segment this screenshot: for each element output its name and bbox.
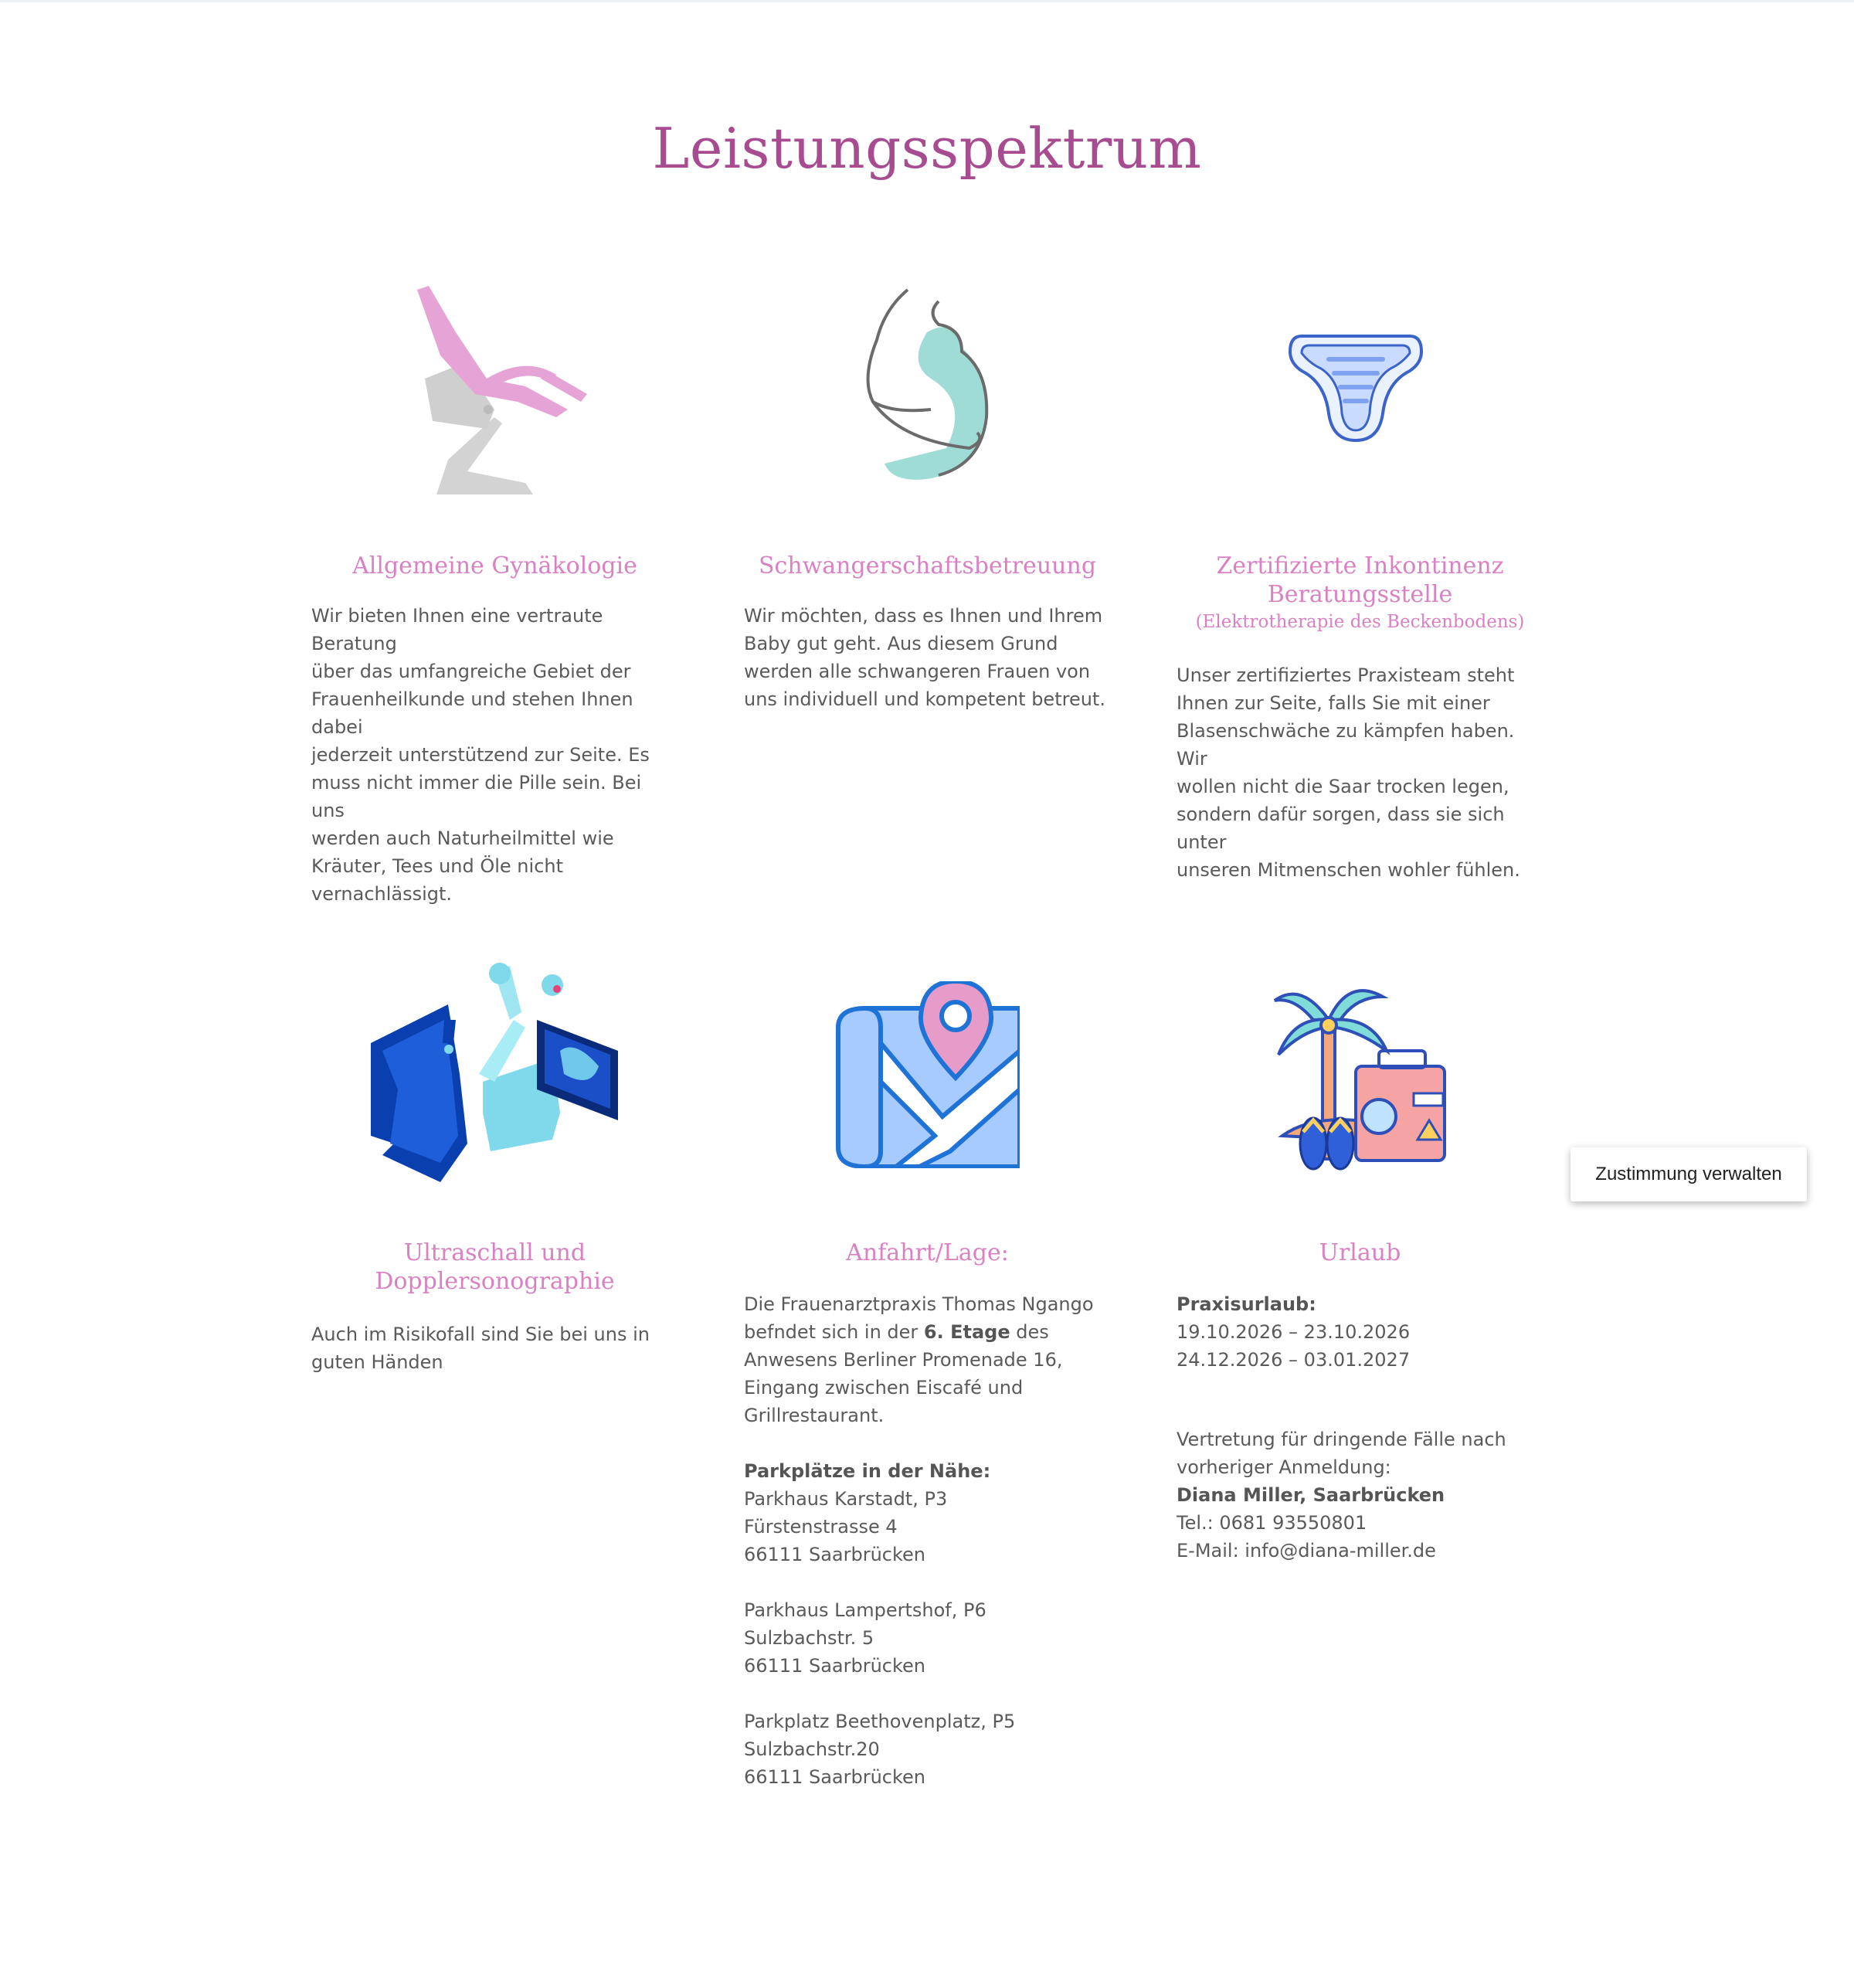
pregnancy-icon bbox=[854, 286, 1000, 487]
holiday-period: 24.12.2026 – 03.01.2027 bbox=[1177, 1349, 1411, 1371]
card-title: Schwangerschaftsbetreuung bbox=[758, 552, 1097, 579]
card-text: Wir möchten, dass es Ihnen und Ihrem Baby gut geht. Aus diesem Grund werden alle schwangeren Frauen von uns individuell und kompetent betreut. bbox=[744, 605, 1105, 710]
card-text: Praxisurlaub: 19.10.2026 – 23.10.2026 24.12.2026 – 03.01.2027 Vertretung für dringende Fälle nach vorheriger Anmeldung: Diana Miller, Saarbrücken Tel.: 0681 93550801 E-Mail: info@diana-miller.de bbox=[1177, 1290, 1543, 1565]
card-title: Allgemeine Gynäkologie bbox=[352, 552, 637, 579]
gynecology-chair-icon bbox=[402, 286, 595, 494]
holiday-period: 19.10.2026 – 23.10.2026 bbox=[1177, 1321, 1411, 1343]
card-text: Auch im Risikofall sind Sie bei uns in guten Händen bbox=[311, 1324, 650, 1373]
service-card-incontinence bbox=[1177, 552, 1543, 884]
card-title-line-2: Beratungsstelle bbox=[1267, 581, 1453, 608]
card-title: Anfahrt/Lage: bbox=[846, 1239, 1009, 1266]
service-card-pregnancy bbox=[744, 552, 1111, 713]
service-card-vacation bbox=[1177, 1239, 1543, 1565]
parking-heading: Parkplätze in der Nähe: bbox=[744, 1460, 991, 1482]
ultrasound-machine-icon bbox=[367, 958, 622, 1190]
map-location-icon bbox=[834, 981, 1020, 1168]
card-title-line-1: Ultraschall und bbox=[403, 1239, 586, 1266]
page-title: Leistungsspektrum bbox=[652, 116, 1202, 181]
card-subtitle: (Elektrotherapie des Beckenbodens) bbox=[1195, 612, 1525, 632]
substitute-phone: Tel.: 0681 93550801 bbox=[1177, 1512, 1367, 1534]
service-card-ultrasound bbox=[311, 1239, 678, 1376]
card-title-line-2: Dopplersonographie bbox=[375, 1268, 615, 1295]
incontinence-pad-icon bbox=[1286, 328, 1425, 444]
holiday-heading: Praxisurlaub: bbox=[1177, 1293, 1316, 1315]
card-text: Die Frauenarztpraxis Thomas Ngango befndet sich in der 6. Etage des Anwesens Berliner Promenade 16, Eingang zwischen Eiscafé und Grillrestaurant. Parkplätze in der Nähe: Parkhaus Karstadt, P3 Fürstenstrasse 4 66111 Saarbrücken Parkhaus Lampertshof, P6 Sulzbachstr. 5 66111 Saarbrücken Parkplatz Beethovenplatz, P5 Sulzbachstr.20 66111 Saarbrücken bbox=[744, 1290, 1111, 1791]
service-card-directions bbox=[744, 1239, 1111, 1791]
service-card-gynecology bbox=[311, 552, 678, 908]
substitute-email: E-Mail: info@diana-miller.de bbox=[1177, 1540, 1436, 1562]
top-border bbox=[0, 0, 1854, 2]
card-title-line-1: Zertifizierte Inkontinenz bbox=[1216, 552, 1504, 579]
card-title: Urlaub bbox=[1319, 1239, 1401, 1266]
manage-consent-button[interactable]: Zustimmung verwalten bbox=[1570, 1147, 1807, 1201]
vacation-icon bbox=[1271, 977, 1448, 1171]
substitute-name: Diana Miller, Saarbrücken bbox=[1177, 1484, 1445, 1506]
card-text: Unser zertifiziertes Praxisteam steht Ihnen zur Seite, falls Sie mit einer Blasenschwäche zu kämpfen haben. Wir wollen nicht die Saar trocken legen, sondern dafür sorgen, dass sie sich unter unseren Mitmenschen wohler fühlen. bbox=[1177, 664, 1520, 881]
card-text: Wir bieten Ihnen eine vertraute Beratung über das umfangreiche Gebiet der Frauenheilkunde und stehen Ihnen dabei jederzeit unterstützend zur Seite. Es muss nicht immer die Pille sein. Bei uns werden auch Naturheilmittel wie Kräuter, Tees und Öle nicht vernachlässigt. bbox=[311, 605, 650, 905]
